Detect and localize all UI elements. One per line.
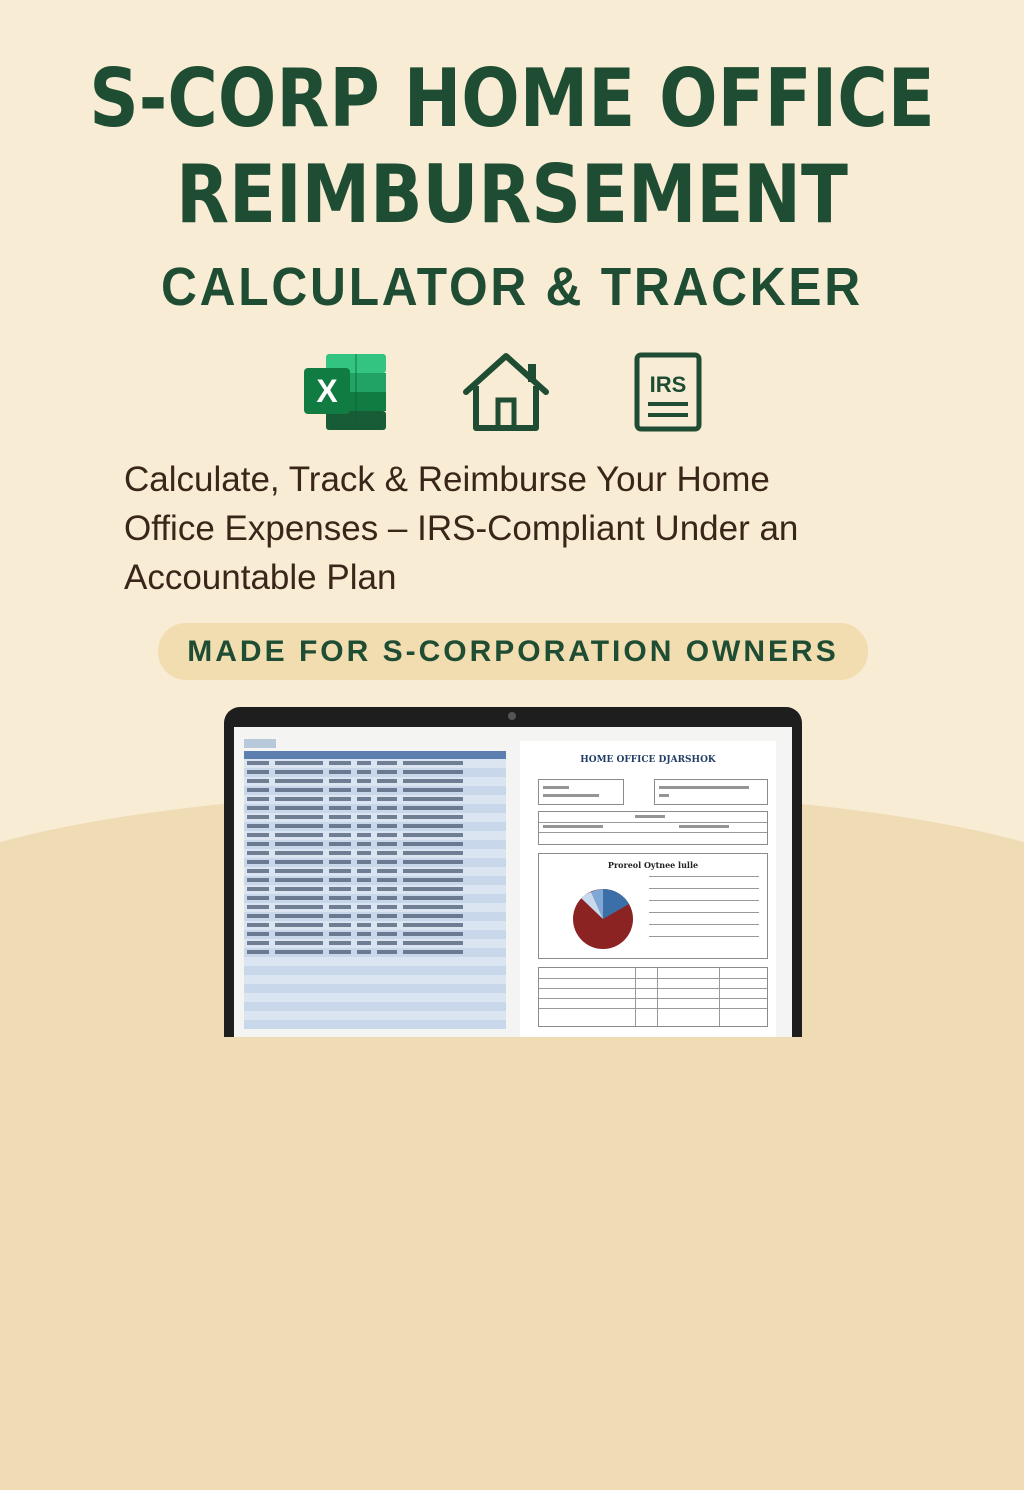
sheet-row	[244, 831, 506, 840]
dashboard-title: HOME OFFICE DJARSHOK	[580, 755, 716, 765]
laptop-screen	[234, 727, 792, 1037]
sheet-row	[244, 786, 506, 795]
sheet-header-row	[244, 751, 506, 759]
sheet-row	[244, 858, 506, 867]
sheet-row	[244, 966, 506, 975]
sheet-row	[244, 849, 506, 858]
tagline-line-1: Calculate, Track & Reimburse Your Home	[124, 460, 770, 499]
sheet-row	[244, 957, 506, 966]
sheet-row	[244, 993, 506, 1002]
summary-box-left	[538, 779, 624, 805]
tagline-line-2: Office Expenses – IRS-Compliant Under an	[124, 509, 799, 548]
sheet-row	[244, 894, 506, 903]
sheet-row	[244, 759, 506, 768]
sheet-row	[244, 885, 506, 894]
sheet-row	[244, 804, 506, 813]
camera-icon	[508, 712, 516, 720]
sheet-row	[244, 903, 506, 912]
sheet-row	[244, 975, 506, 984]
laptop-mockup	[224, 707, 802, 1037]
sheet-row	[244, 813, 506, 822]
title-line-2: REIMBURSEMENT	[176, 148, 848, 241]
sheet-row	[244, 777, 506, 786]
irs-document-icon	[634, 352, 702, 432]
sheet-row	[244, 948, 506, 957]
sheet-row	[244, 867, 506, 876]
sheet-row	[244, 876, 506, 885]
tagline	[124, 455, 924, 602]
sheet-row	[244, 795, 506, 804]
excel-icon	[304, 354, 386, 430]
dashboard-preview	[520, 741, 776, 1037]
sheet-row	[244, 912, 506, 921]
audience-badge: MADE FOR S-CORPORATION OWNERS	[158, 623, 868, 680]
excel-icon-letter: X	[316, 373, 338, 409]
irs-icon-label: IRS	[649, 372, 687, 397]
sheet-row	[244, 1002, 506, 1011]
sheet-topbar	[244, 739, 276, 748]
sheet-row	[244, 921, 506, 930]
sheet-row	[244, 1011, 506, 1020]
sheet-row	[244, 984, 506, 993]
pie-chart	[563, 874, 643, 954]
spreadsheet-preview	[244, 739, 506, 1037]
title-line-3: CALCULATOR & TRACKER	[161, 257, 863, 317]
sheet-row	[244, 930, 506, 939]
tagline-line-3: Accountable Plan	[124, 558, 397, 597]
sheet-row	[244, 840, 506, 849]
sheet-row	[244, 768, 506, 777]
sheet-row	[244, 1020, 506, 1029]
sheet-row	[244, 939, 506, 948]
house-icon	[462, 352, 550, 432]
reimbursement-table	[538, 967, 768, 1027]
pie-chart-title: Proreol Oytnee lulle	[607, 860, 699, 870]
expense-summary-table	[538, 811, 768, 845]
summary-box-right	[654, 779, 768, 805]
pie-chart-panel	[538, 853, 768, 959]
sheet-row	[244, 822, 506, 831]
title-line-1: S-CORP HOME OFFICE	[89, 52, 935, 145]
